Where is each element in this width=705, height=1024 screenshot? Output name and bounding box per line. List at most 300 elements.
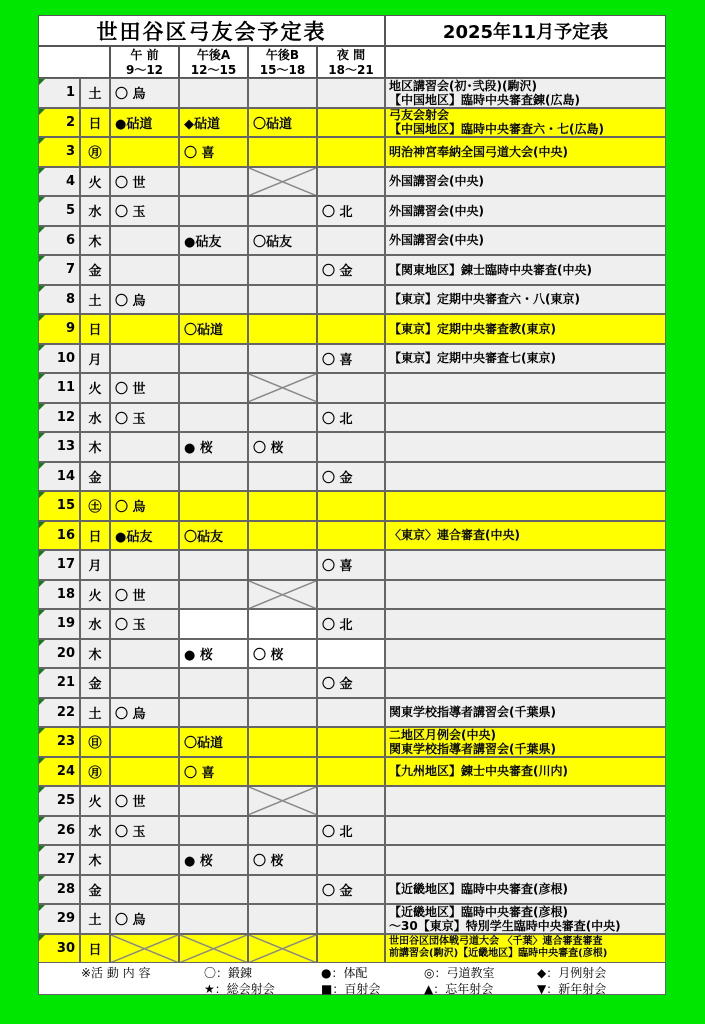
slot-cell <box>317 639 385 669</box>
event-text: 外国講習会(中央) <box>389 233 484 248</box>
slot-cell <box>179 78 248 108</box>
slot-cell <box>179 255 248 285</box>
date-number: 4 <box>38 167 80 197</box>
slot-cell <box>248 639 317 669</box>
table-row <box>38 786 666 816</box>
column-header-morning <box>110 46 179 78</box>
slot-text: 〇 金 <box>322 264 353 280</box>
slot-cell <box>248 904 317 934</box>
slot-cell <box>179 550 248 580</box>
table-row <box>38 668 666 698</box>
date-number: 13 <box>38 432 80 462</box>
slot-cell <box>317 167 385 197</box>
date-number: 14 <box>38 462 80 492</box>
events-cell <box>385 580 666 610</box>
slot-cell <box>248 875 317 905</box>
events-cell <box>385 845 666 875</box>
table-row <box>38 285 666 315</box>
table-row <box>38 255 666 285</box>
slot-text: 〇 北 <box>322 205 353 221</box>
slot-cell <box>110 609 179 639</box>
slot-cell <box>179 373 248 403</box>
slot-cell <box>110 786 179 816</box>
legend <box>38 962 666 995</box>
slot-cell <box>317 934 385 964</box>
events-cell <box>385 137 666 167</box>
slot-cell <box>179 934 248 964</box>
slot-cell <box>317 727 385 757</box>
slot-cell <box>110 639 179 669</box>
date-number: 1 <box>38 78 80 108</box>
slot-cell <box>248 137 317 167</box>
date-number: 8 <box>38 285 80 315</box>
cross-mark-icon <box>249 581 316 609</box>
slot-cell <box>248 167 317 197</box>
legend-item: 〇：鍛錬 <box>204 966 253 980</box>
corner-marker <box>39 669 45 675</box>
slot-cell <box>248 521 317 551</box>
events-cell <box>385 875 666 905</box>
table-row <box>38 845 666 875</box>
date-number: 20 <box>38 639 80 669</box>
slot-text: ●砧友 <box>184 234 222 250</box>
slot-cell <box>110 167 179 197</box>
weekday: 水 <box>80 816 110 846</box>
events-cell <box>385 786 666 816</box>
date-number: 17 <box>38 550 80 580</box>
table-row <box>38 432 666 462</box>
slot-cell <box>179 875 248 905</box>
event-text: 【九州地区】錬士中央審査(川内) <box>389 764 568 779</box>
slot-cell <box>179 639 248 669</box>
slot-cell <box>110 373 179 403</box>
events-cell <box>385 314 666 344</box>
corner-marker <box>39 935 45 941</box>
legend-item: ■：百射会 <box>321 982 381 996</box>
corner-marker <box>39 640 45 646</box>
legend-item: ▼：新年射会 <box>537 982 607 996</box>
slot-cell <box>179 226 248 256</box>
event-text: 世田谷区団体戦弓道大会 〈千葉〉連合審査審査 <box>389 936 603 948</box>
slot-cell <box>179 521 248 551</box>
schedule-sheet <box>38 15 666 995</box>
table-row <box>38 167 666 197</box>
column-header-row <box>38 46 666 78</box>
weekday: 土 <box>80 285 110 315</box>
legend-item: ◆：月例射会 <box>537 966 607 980</box>
slot-cell <box>110 432 179 462</box>
weekday: 日 <box>80 314 110 344</box>
slot-cell <box>317 344 385 374</box>
slot-cell <box>248 816 317 846</box>
slot-cell <box>317 373 385 403</box>
slot-cell <box>317 78 385 108</box>
month-title: 2025年11月予定表 <box>385 15 666 46</box>
slot-cell <box>110 78 179 108</box>
legend-item: ●：体配 <box>321 966 368 980</box>
slot-cell <box>110 904 179 934</box>
date-number: 21 <box>38 668 80 698</box>
slot-cell <box>179 845 248 875</box>
slot-cell <box>248 255 317 285</box>
slot-text: 〇 世 <box>115 795 146 811</box>
slot-text: 〇 喜 <box>322 559 353 575</box>
weekday: 月 <box>80 344 110 374</box>
slot-cell <box>317 255 385 285</box>
date-number: 11 <box>38 373 80 403</box>
date-number: 12 <box>38 403 80 433</box>
slot-cell <box>248 786 317 816</box>
event-text: 【近畿地区】臨時中央審査(彦根) <box>389 882 568 897</box>
slot-cell <box>248 432 317 462</box>
cross-mark-icon <box>111 935 178 963</box>
weekday: ㊐ <box>80 727 110 757</box>
table-row <box>38 816 666 846</box>
events-cell <box>385 668 666 698</box>
slot-cell <box>179 816 248 846</box>
date-number: 5 <box>38 196 80 226</box>
event-text: 【中国地区】臨時中央審査錬(広島) <box>389 92 580 107</box>
slot-text: 〇砧友 <box>184 529 224 545</box>
slot-cell <box>110 875 179 905</box>
slot-text: 〇砧道 <box>184 323 224 339</box>
table-row <box>38 344 666 374</box>
table-row <box>38 78 666 108</box>
slot-cell <box>248 491 317 521</box>
slot-cell <box>248 727 317 757</box>
slot-cell <box>110 285 179 315</box>
slot-cell <box>317 580 385 610</box>
event-text: 外国講習会(中央) <box>389 174 484 189</box>
events-cell <box>385 255 666 285</box>
weekday: 日 <box>80 521 110 551</box>
column-header-afternoon-a <box>179 46 248 78</box>
slot-cell <box>110 580 179 610</box>
column-label: 午後B <box>265 48 300 62</box>
events-cell <box>385 521 666 551</box>
slot-cell <box>317 285 385 315</box>
slot-text: ●砧道 <box>115 116 153 132</box>
slot-cell <box>110 226 179 256</box>
events-cell <box>385 609 666 639</box>
column-label: 午後A <box>196 48 231 62</box>
event-text: 弓友会射会 <box>389 108 450 123</box>
slot-cell <box>179 137 248 167</box>
page-title: 世田谷区弓友会予定表 <box>38 15 385 46</box>
slot-cell <box>179 786 248 816</box>
event-text: 【東京】定期中央審査七(東京) <box>389 351 556 366</box>
slot-cell <box>110 550 179 580</box>
slot-cell <box>179 167 248 197</box>
date-number: 15 <box>38 491 80 521</box>
slot-text: ●砧友 <box>115 529 153 545</box>
slot-cell <box>179 403 248 433</box>
table-row <box>38 314 666 344</box>
legend-item: ★：総会射会 <box>204 982 275 996</box>
slot-cell <box>179 491 248 521</box>
events-cell <box>385 78 666 108</box>
weekday: 日 <box>80 934 110 964</box>
slot-cell <box>317 816 385 846</box>
slot-cell <box>110 521 179 551</box>
slot-cell <box>110 816 179 846</box>
events-cell <box>385 550 666 580</box>
events-cell <box>385 432 666 462</box>
date-number: 10 <box>38 344 80 374</box>
date-number: 2 <box>38 108 80 138</box>
cross-mark-icon <box>249 168 316 196</box>
slot-cell <box>248 196 317 226</box>
corner-marker <box>39 846 45 852</box>
slot-cell <box>110 668 179 698</box>
weekday: 木 <box>80 639 110 669</box>
corner-marker <box>39 197 45 203</box>
table-row <box>38 904 666 934</box>
slot-cell <box>317 491 385 521</box>
corner-marker <box>39 728 45 734</box>
slot-cell <box>317 226 385 256</box>
slot-cell <box>110 108 179 138</box>
events-cell <box>385 491 666 521</box>
weekday: 日 <box>80 108 110 138</box>
slot-cell <box>317 462 385 492</box>
slot-text: 〇 烏 <box>115 913 146 929</box>
date-number: 6 <box>38 226 80 256</box>
slot-text: 〇 北 <box>322 411 353 427</box>
slot-cell <box>110 698 179 728</box>
corner-marker <box>39 581 45 587</box>
event-text: 【東京】定期中央審査教(東京) <box>389 321 556 336</box>
slot-cell <box>248 668 317 698</box>
slot-cell <box>179 462 248 492</box>
date-number: 28 <box>38 875 80 905</box>
slot-cell <box>317 314 385 344</box>
slot-cell <box>317 698 385 728</box>
slot-cell <box>317 432 385 462</box>
corner-marker <box>39 463 45 469</box>
table-row <box>38 462 666 492</box>
date-number: 27 <box>38 845 80 875</box>
table-row <box>38 609 666 639</box>
corner-marker <box>39 374 45 380</box>
corner-marker <box>39 109 45 115</box>
events-cell <box>385 403 666 433</box>
slot-cell <box>110 344 179 374</box>
corner-marker <box>39 138 45 144</box>
weekday: 水 <box>80 609 110 639</box>
weekday: 木 <box>80 845 110 875</box>
slot-text: 〇 玉 <box>115 618 146 634</box>
corner-marker <box>39 256 45 262</box>
slot-text: 〇 喜 <box>184 146 215 162</box>
column-header-night <box>317 46 385 78</box>
slot-cell <box>248 226 317 256</box>
date-number: 7 <box>38 255 80 285</box>
table-row <box>38 196 666 226</box>
weekday: 火 <box>80 373 110 403</box>
weekday: ㊊ <box>80 137 110 167</box>
events-cell <box>385 727 666 757</box>
weekday: 土 <box>80 698 110 728</box>
corner-marker <box>39 551 45 557</box>
corner-marker <box>39 817 45 823</box>
slot-cell <box>317 403 385 433</box>
slot-cell <box>317 108 385 138</box>
weekday: 金 <box>80 255 110 285</box>
event-text: 明治神宮奉納全国弓道大会(中央) <box>389 144 568 159</box>
slot-cell <box>110 255 179 285</box>
event-text: 【関東地区】錬士臨時中央審査(中央) <box>389 262 592 277</box>
slot-cell <box>317 786 385 816</box>
table-row <box>38 698 666 728</box>
weekday: 木 <box>80 226 110 256</box>
slot-text: ● 桜 <box>184 647 213 663</box>
slot-cell <box>248 462 317 492</box>
table-row <box>38 934 666 964</box>
slot-text: 〇 喜 <box>322 352 353 368</box>
column-label: 夜 間 <box>336 48 366 62</box>
slot-cell <box>248 403 317 433</box>
table-row <box>38 639 666 669</box>
corner-marker <box>39 315 45 321</box>
slot-cell <box>179 698 248 728</box>
weekday: 月 <box>80 550 110 580</box>
corner-marker <box>39 699 45 705</box>
slot-cell <box>110 491 179 521</box>
event-text: 前講習会(駒沢)【近畿地区】臨時中央審査(彦根) <box>389 948 608 960</box>
cross-mark-icon <box>180 935 247 963</box>
column-header-afternoon-b <box>248 46 317 78</box>
column-label: 午 前 <box>130 48 159 62</box>
slot-text: 〇 北 <box>322 618 353 634</box>
corner-marker <box>39 345 45 351</box>
slot-cell <box>248 285 317 315</box>
slot-cell <box>317 196 385 226</box>
slot-cell <box>110 403 179 433</box>
events-cell <box>385 698 666 728</box>
event-text: 【近畿地区】臨時中央審査(彦根) <box>389 904 568 919</box>
table-row <box>38 491 666 521</box>
date-number: 18 <box>38 580 80 610</box>
slot-cell <box>248 757 317 787</box>
slot-cell <box>248 698 317 728</box>
corner-marker <box>39 433 45 439</box>
weekday: 火 <box>80 580 110 610</box>
slot-text: ● 桜 <box>184 854 213 870</box>
events-cell <box>385 639 666 669</box>
schedule-rows <box>38 78 666 963</box>
slot-cell <box>179 314 248 344</box>
slot-cell <box>248 845 317 875</box>
slot-cell <box>179 609 248 639</box>
table-row <box>38 727 666 757</box>
date-number: 19 <box>38 609 80 639</box>
date-number: 9 <box>38 314 80 344</box>
weekday: ㊊ <box>80 757 110 787</box>
event-text: 地区講習会(初･弐段)(駒沢) <box>389 78 537 93</box>
slot-text: 〇砧道 <box>184 736 224 752</box>
table-row <box>38 550 666 580</box>
events-cell <box>385 934 666 964</box>
date-number: 26 <box>38 816 80 846</box>
date-number: 29 <box>38 904 80 934</box>
events-cell <box>385 167 666 197</box>
slot-cell <box>317 550 385 580</box>
event-text: 【中国地区】臨時中央審査六・七(広島) <box>389 122 604 137</box>
corner-marker <box>39 905 45 911</box>
slot-cell <box>179 727 248 757</box>
legend-item: ◎：弓道教室 <box>424 966 495 980</box>
event-text: 外国講習会(中央) <box>389 203 484 218</box>
corner-marker <box>39 758 45 764</box>
slot-cell <box>317 668 385 698</box>
column-time: 9～12 <box>125 63 164 77</box>
slot-text: 〇 金 <box>322 677 353 693</box>
cross-mark-icon <box>249 935 316 963</box>
slot-cell <box>248 580 317 610</box>
slot-cell <box>248 609 317 639</box>
events-cell <box>385 285 666 315</box>
table-row <box>38 403 666 433</box>
table-row <box>38 373 666 403</box>
slot-text: 〇 喜 <box>184 765 215 781</box>
event-text: 関東学校指導者講習会(千葉県) <box>389 741 556 756</box>
slot-text: 〇 桜 <box>253 441 284 457</box>
slot-cell <box>317 757 385 787</box>
slot-cell <box>248 934 317 964</box>
slot-cell <box>179 285 248 315</box>
event-text: 〈東京〉連合審査(中央) <box>389 528 520 543</box>
events-cell <box>385 904 666 934</box>
slot-cell <box>179 904 248 934</box>
slot-cell <box>248 314 317 344</box>
slot-cell <box>179 668 248 698</box>
slot-cell <box>248 550 317 580</box>
column-header-events <box>385 46 666 78</box>
slot-cell <box>110 727 179 757</box>
corner-marker <box>39 876 45 882</box>
slot-cell <box>179 432 248 462</box>
corner-marker <box>39 787 45 793</box>
date-number: 30 <box>38 934 80 964</box>
slot-cell <box>179 344 248 374</box>
events-cell <box>385 373 666 403</box>
date-number: 3 <box>38 137 80 167</box>
corner-marker <box>39 404 45 410</box>
weekday: 水 <box>80 196 110 226</box>
column-time: 12～15 <box>190 63 237 77</box>
corner-marker <box>39 522 45 528</box>
table-row <box>38 137 666 167</box>
slot-cell <box>317 609 385 639</box>
date-number: 22 <box>38 698 80 728</box>
slot-cell <box>317 137 385 167</box>
event-text: 二地区月例会(中央) <box>389 727 496 742</box>
slot-text: ● 桜 <box>184 441 213 457</box>
event-text: 関東学校指導者講習会(千葉県) <box>389 705 556 720</box>
table-row <box>38 226 666 256</box>
slot-cell <box>179 757 248 787</box>
events-cell <box>385 196 666 226</box>
legend-item: ▲：忘年射会 <box>424 982 494 996</box>
slot-text: 〇 金 <box>322 470 353 486</box>
date-number: 23 <box>38 727 80 757</box>
slot-cell <box>110 196 179 226</box>
weekday: 土 <box>80 78 110 108</box>
slot-text: 〇砧友 <box>253 234 293 250</box>
slot-cell <box>317 904 385 934</box>
table-row <box>38 108 666 138</box>
